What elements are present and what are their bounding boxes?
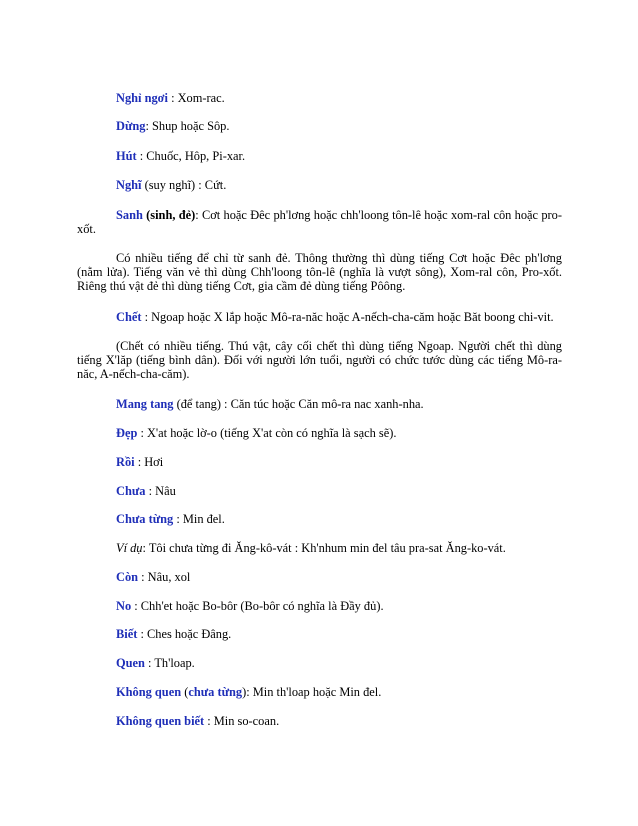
term: Nghỉ ngơi: [116, 91, 168, 105]
entry-quen: [77, 656, 562, 670]
term: Dừng: [116, 119, 146, 133]
term: Đẹp: [116, 426, 138, 440]
definition: : Th'loap.: [144, 656, 195, 670]
entry-con: [77, 570, 562, 584]
entry-dep: [77, 426, 562, 440]
definition: : Nâu: [145, 484, 176, 498]
definition: : X'at hoặc lờ-o (tiếng X'at còn có nghĩa là sạch sẽ).: [137, 426, 397, 440]
term: Chưa: [116, 484, 146, 498]
term-gloss: (sinh, đẻ): [142, 208, 196, 222]
definition: : Min đel.: [173, 512, 225, 526]
paragraph-sanh-note: [77, 251, 562, 293]
term: Còn: [116, 570, 139, 584]
entry-nghi: [77, 178, 562, 192]
entry-no: [77, 599, 562, 613]
term: Quen: [116, 656, 145, 670]
term: Mang tang: [116, 397, 174, 411]
term: Hút: [116, 149, 137, 163]
term: Chưa từng: [116, 512, 174, 526]
definition: (để tang) : Căn túc hoặc Căn mô-ra nac xanh-nha.: [173, 397, 424, 411]
entry-mang-tang: [77, 397, 562, 411]
entry-chua: [77, 484, 562, 498]
term: Không quen biết: [116, 714, 205, 728]
definition: : Ngoap hoặc X lắp hoặc Mô-ra-năc hoặc A-nếch-cha-căm hoặc Băt boong chi-vit.: [141, 310, 554, 324]
entry-dung: [77, 119, 562, 133]
term: Biết: [116, 627, 138, 641]
definition: (suy nghĩ) : Cứt.: [141, 178, 227, 192]
example-label: Ví dụ: [116, 541, 143, 555]
entry-hut: [77, 149, 562, 163]
definition: : Chh'et hoặc Bo-bôr (Bo-bôr có nghĩa là Đầy đủ).: [131, 599, 384, 613]
definition: : Cơt hoặc Đêc ph'lơng hoặc chh'loong tôn-lê hoặc xom-ral côn hoặc pro-xốt.: [77, 208, 562, 236]
entry-nghi-ngoi: [77, 91, 562, 105]
term: Nghĩ: [116, 178, 142, 192]
entry-chet: [77, 310, 562, 324]
entry-roi: [77, 455, 562, 469]
definition: : Nâu, xol: [138, 570, 191, 584]
term: Không quen: [116, 685, 182, 699]
term: Rồi: [116, 455, 135, 469]
example-text: : Tôi chưa từng đi Ăng-kô-vát : Kh'nhum min đel tâu pra-sat Ăng-ko-vát.: [142, 541, 506, 555]
paragraph-text: (Chết có nhiều tiếng. Thú vật, cây cối chết thì dùng tiếng Ngoap. Người chết thì dùng tiếng X'lăp (tiếng bình dân). Đối với người lớn tuổi, người có chức tước dùng các tiếng Mô-ra-năc, A-nếch-cha-căm).: [77, 339, 562, 381]
paragraph-text: Có nhiều tiếng để chỉ từ sanh đẻ. Thông thường thì dùng tiếng Cơt hoặc Đêc ph'lơng (nằm lửa). Tiếng văn vẻ thì dùng Chh'loong tôn-lê (nghĩa là vượt sông), Xom-ral côn, Pro-xốt. Riêng thú vật đẻ thì dùng tiếng Cơt, gia cầm đẻ dùng tiếng Pôông.: [77, 251, 562, 293]
example-line: [77, 541, 562, 555]
definition-open: (: [181, 685, 189, 699]
term: Sanh: [116, 208, 143, 222]
paragraph-chet-note: [77, 339, 562, 381]
term-alt: chưa từng: [188, 685, 243, 699]
entry-sanh: [77, 208, 562, 236]
definition: : Shup hoặc Sôp.: [145, 119, 230, 133]
entry-khong-quen: [77, 685, 562, 699]
entry-biet: [77, 627, 562, 641]
definition: : Hơi: [134, 455, 164, 469]
entry-chua-tung: [77, 512, 562, 526]
entry-khong-quen-biet: [77, 714, 562, 728]
definition: : Xom-rac.: [167, 91, 225, 105]
term: No: [116, 599, 132, 613]
definition: : Min so-coan.: [204, 714, 280, 728]
term: Chết: [116, 310, 142, 324]
definition: ): Min th'loap hoặc Min đel.: [242, 685, 382, 699]
definition: : Chuốc, Hôp, Pi-xar.: [136, 149, 246, 163]
definition: : Ches hoặc Đâng.: [137, 627, 232, 641]
